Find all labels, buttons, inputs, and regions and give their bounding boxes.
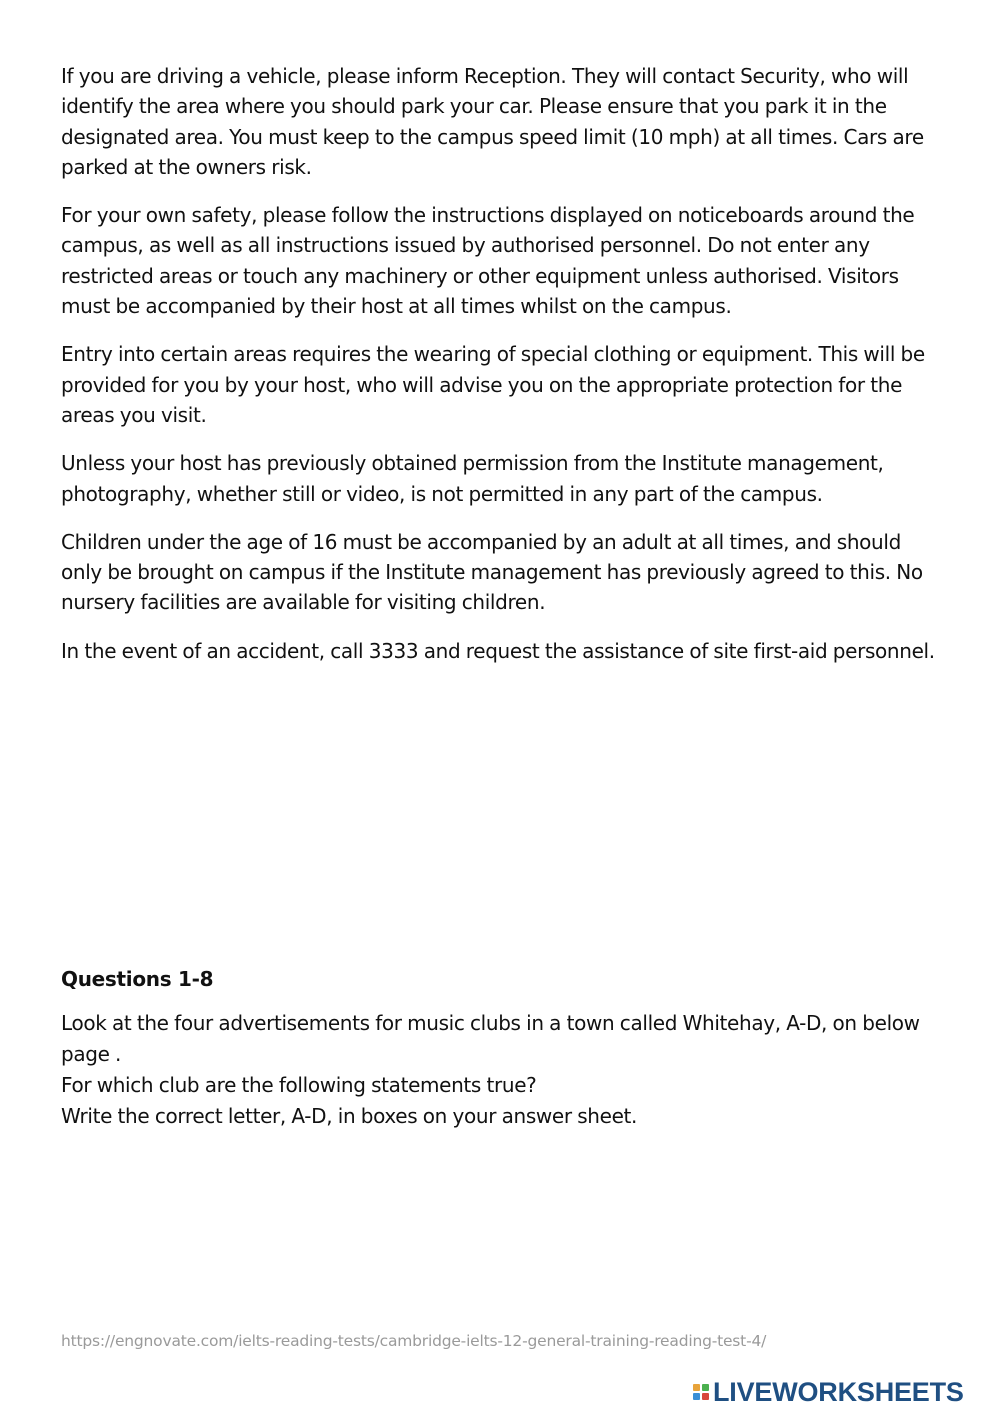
source-url[interactable]: https://engnovate.com/ielts-reading-tests/cambridge-ielts-12-general-training-reading-test-4/ <box>61 1332 767 1350</box>
paragraph-safety: For your own safety, please follow the instructions displayed on noticeboards around the campus, as well as all instructions issued by authorised personnel. Do not enter any restricted areas or touch any machinery or other equipment unless authorised. Visitors must be accompanied by their host at all times whilst on the campus. <box>61 203 915 319</box>
paragraph-parking: If you are driving a vehicle, please inform Reception. They will contact Security, who will identify the area where you should park your car. Please ensure that you park it in the designated area. You must keep to the campus speed limit (10 mph) at all times. Cars are parked at the owners risk. <box>61 64 924 179</box>
questions-section <box>61 964 941 1132</box>
liveworksheets-wordmark: LIVEWORKSHEETS <box>713 1376 964 1407</box>
paragraph-accident: In the event of an accident, call 3333 and request the assistance of site first-aid personnel. <box>61 638 935 663</box>
document-body <box>61 61 941 684</box>
logo-square-1 <box>693 1384 700 1391</box>
questions-instruction-1: Look at the four advertisements for music clubs in a town called Whitehay, A-D, on below page . <box>61 1011 920 1066</box>
liveworksheets-logo-icon <box>693 1384 709 1400</box>
liveworksheets-logo <box>693 1372 964 1412</box>
questions-heading: Questions 1-8 <box>61 967 214 991</box>
logo-square-4 <box>702 1393 709 1400</box>
paragraph-photography: Unless your host has previously obtained permission from the Institute management, photography, whether still or video, is not permitted in any part of the campus. <box>61 451 884 506</box>
paragraph-children: Children under the age of 16 must be accompanied by an adult at all times, and should only be brought on campus if the Institute management has previously agreed to this. No nursery facilities are available for visiting children. <box>61 529 923 615</box>
questions-instruction-2: For which club are the following statements true? <box>61 1073 537 1097</box>
paragraph-protective-clothing: Entry into certain areas requires the wearing of special clothing or equipment. This will be provided for you by your host, who will advise you on the appropriate protection for the areas you visit. <box>61 342 925 427</box>
logo-square-3 <box>693 1393 700 1400</box>
questions-instruction-3: Write the correct letter, A-D, in boxes on your answer sheet. <box>61 1104 638 1128</box>
logo-square-2 <box>702 1384 709 1391</box>
